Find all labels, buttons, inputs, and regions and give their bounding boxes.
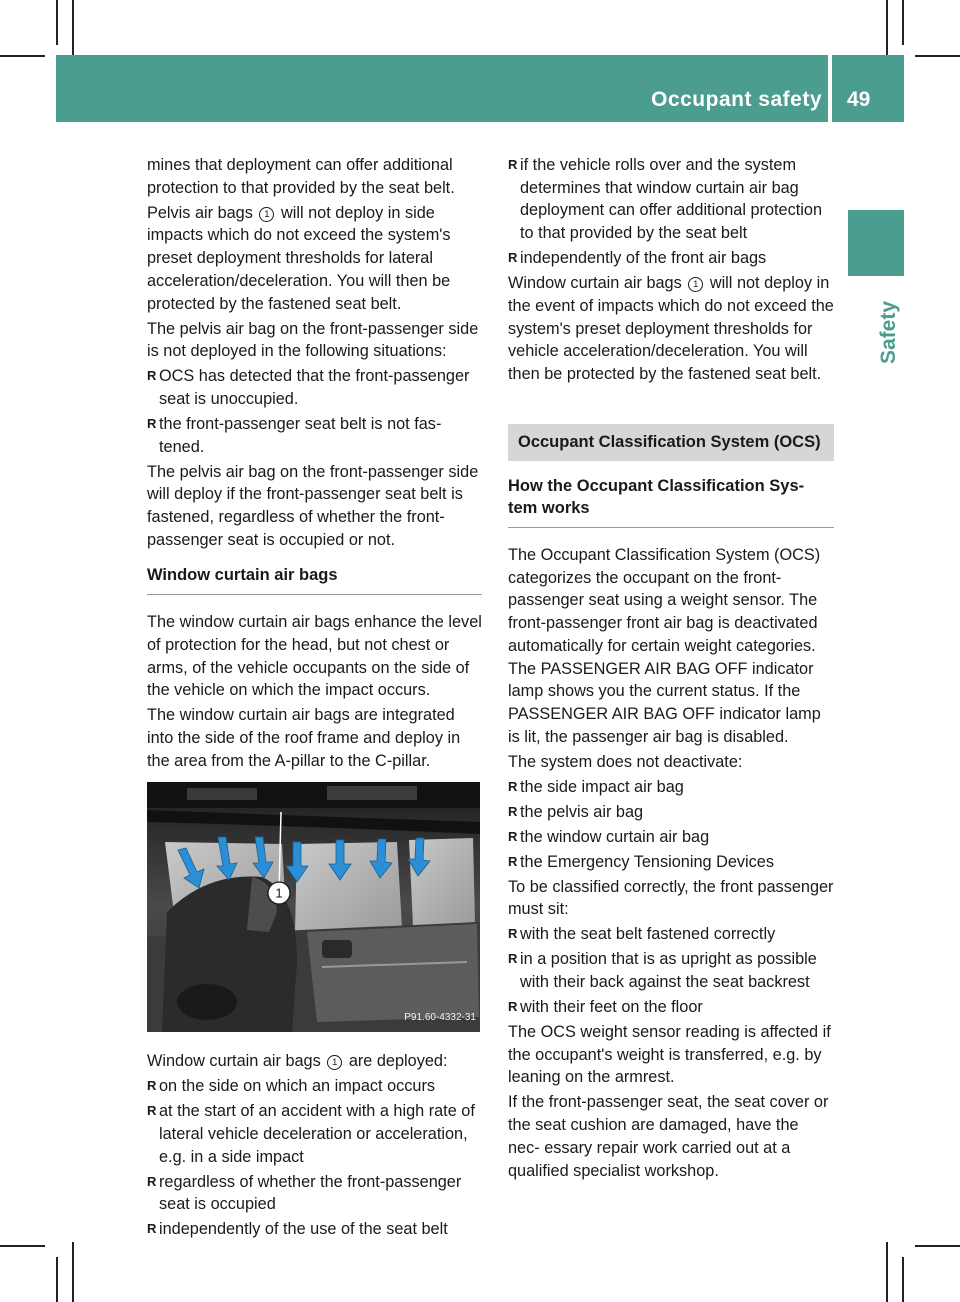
callout-1-icon: 1 xyxy=(327,1055,342,1070)
window-curtain-airbag-figure xyxy=(147,782,480,1032)
crop-mark xyxy=(56,0,58,45)
paragraph: The window curtain air bags are integrated into the side of the roof frame and deploy in the area from the A-pillar to the C-pillar. xyxy=(147,706,461,770)
left-column xyxy=(147,154,482,1243)
list-item: R on the side on which an impact occurs xyxy=(147,1075,482,1098)
callout-1-icon: 1 xyxy=(259,207,274,222)
list-item: R the Emergency Tensioning Devices xyxy=(508,851,834,874)
header-title: Occupant safety xyxy=(651,88,822,111)
paragraph: Window curtain air bags 1 will not deploy in the event of impacts which do not exceed the system's preset deployment thresholds for vehicle acceleration/deceleration. You will then be protected by the fastened seat belt. xyxy=(508,274,834,383)
paragraph: The Occupant Classification System (OCS) categorizes the occupant on the front- passenger seat using a weight sensor. The front-passenger front air bag is deactivated automatically for certain weight categories. The PASSENGER AIR BAG OFF indicator lamp shows you the current status. If the PASSENGER AIR BAG OFF indicator lamp is lit, the passenger air bag is disabled. xyxy=(508,546,821,746)
list-item: R at the start of an accident with a high rate of lateral vehicle deceleration or acceleration, e.g. in a side impact xyxy=(147,1100,482,1168)
paragraph: The system does not deactivate: xyxy=(508,752,743,771)
list-item: R with their feet on the floor xyxy=(508,996,834,1019)
list-item: R the window curtain air bag xyxy=(508,826,834,849)
paragraph: If the front-passenger seat, the seat cover or the seat cushion are damaged, have the nec- essary repair work carried out at a qualified specialist workshop. xyxy=(508,1093,829,1180)
crop-mark xyxy=(0,55,45,57)
list-item: R the side impact air bag xyxy=(508,776,834,799)
crop-mark xyxy=(886,0,888,60)
list-item: R in a position that is as upright as possible with their back against the seat backrest xyxy=(508,948,834,993)
page-number: 49 xyxy=(847,88,871,111)
crop-mark xyxy=(56,1257,58,1302)
car-interior-illustration xyxy=(147,782,480,1032)
callout-number: 1 xyxy=(275,885,283,901)
crop-mark xyxy=(886,1242,888,1302)
paragraph: The OCS weight sensor reading is affected if the occupant's weight is transferred, e.g. by leaning on the armrest. xyxy=(508,1023,831,1087)
section-label: Safety xyxy=(877,300,900,364)
list-item: R regardless of whether the front-passenger seat is occupied xyxy=(147,1171,482,1216)
paragraph: Pelvis air bags 1 will not deploy in side impacts which do not exceed the system's preset deployment thresholds for lateral acceleration/deceleration. You will then be protected by the fastened seat belt. xyxy=(147,203,451,313)
right-column xyxy=(508,154,834,1185)
section-title-ocs: Occupant Classification System (OCS) xyxy=(508,424,834,461)
crop-mark xyxy=(915,55,960,57)
paragraph: The pelvis air bag on the front-passenger side will deploy if the front-passenger seat belt is fastened, regardless of whether the front- passenger seat is occupied or not. xyxy=(147,462,479,549)
list-item: R independently of the use of the seat belt xyxy=(147,1218,482,1241)
crop-mark xyxy=(902,0,904,45)
crop-mark xyxy=(72,1242,74,1302)
paragraph: To be classified correctly, the front passenger must sit: xyxy=(508,877,834,919)
crop-mark xyxy=(0,1245,45,1247)
list-item: R if the vehicle rolls over and the system determines that window curtain air bag deployment can offer additional protection to that provided by the seat belt xyxy=(508,154,834,245)
list-item: R independently of the front air bags xyxy=(508,247,834,270)
figure-code: P91.60-4332-31 xyxy=(404,1011,476,1023)
header-separator xyxy=(828,55,832,122)
list-item: R the front-passenger seat belt is not fas- tened. xyxy=(147,413,482,458)
crop-mark xyxy=(72,0,74,60)
callout-1-icon: 1 xyxy=(688,277,703,292)
list-item: R with the seat belt fastened correctly xyxy=(508,923,834,946)
paragraph: The window curtain air bags enhance the level of protection for the head, but not chest or arms, of the vehicle occupants on the side of the vehicle on which the impact occurs. xyxy=(147,613,482,700)
paragraph: The pelvis air bag on the front-passenger side is not deployed in the following situations: xyxy=(147,319,479,361)
section-tab xyxy=(848,210,904,276)
paragraph: Window curtain air bags 1 are deployed: xyxy=(147,1052,448,1071)
heading-window-curtain-air-bags: Window curtain air bags xyxy=(147,564,482,595)
paragraph: mines that deployment can offer additional protection to that provided by the seat belt. xyxy=(147,156,455,197)
crop-mark xyxy=(915,1245,960,1247)
list-item: R OCS has detected that the front-passenger seat is unoccupied. xyxy=(147,365,482,410)
crop-mark xyxy=(902,1257,904,1302)
heading-how-ocs-works: How the Occupant Classification Sys- tem works xyxy=(508,475,834,528)
list-item: R the pelvis air bag xyxy=(508,801,834,824)
